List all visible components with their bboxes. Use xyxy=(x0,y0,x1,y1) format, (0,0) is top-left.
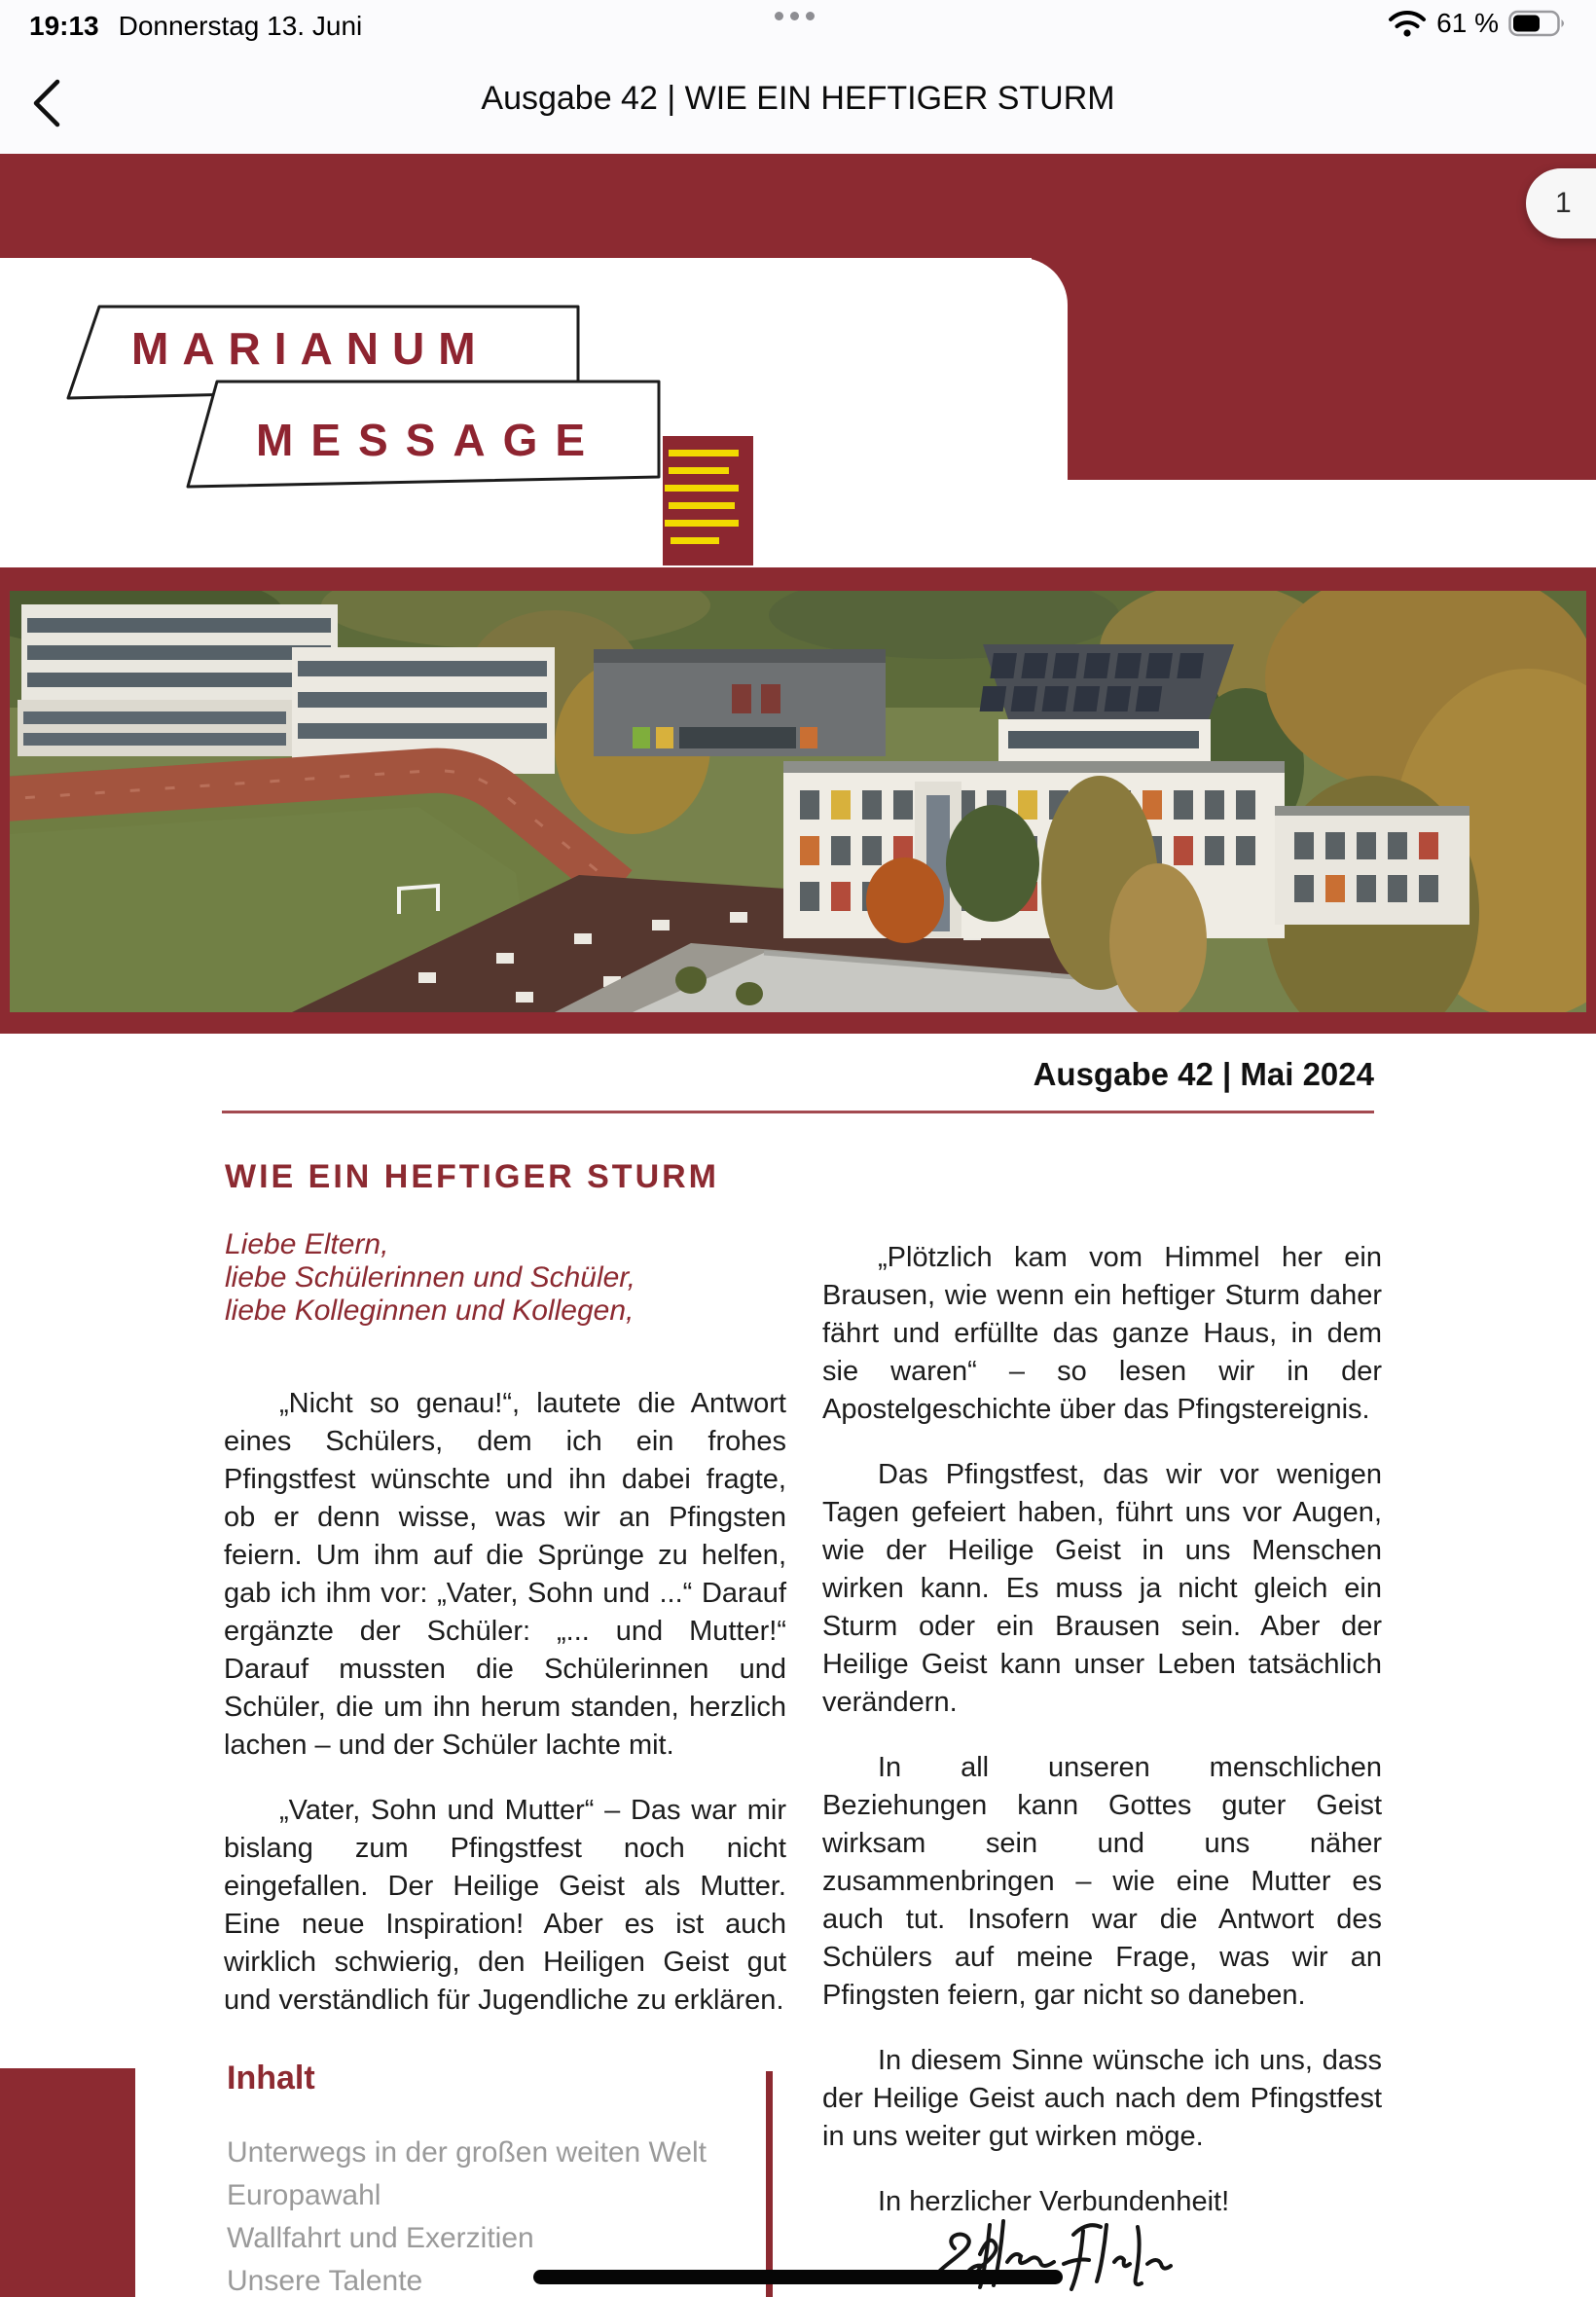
building-gym xyxy=(594,649,886,756)
greeting-block xyxy=(225,1228,635,1328)
app-switcher-dots-icon[interactable] xyxy=(775,12,815,20)
toc-decoration-block xyxy=(0,2068,135,2297)
issue-date-line: Ausgabe 42 | Mai 2024 xyxy=(1033,1056,1374,1092)
greeting-line: liebe Schülerinnen und Schüler, xyxy=(225,1261,635,1294)
toc-item: Unterwegs in der großen weiten Welt xyxy=(227,2136,707,2169)
paragraph: In diesem Sinne wünsche ich uns, dass der Heilige Geist auch nach dem Pfingstfest in uns weiter gut wirken möge. xyxy=(822,2045,1382,2152)
paragraph: In all unseren menschlichen Beziehungen kann Gottes guter Geist wirksam sein und uns näher zusammenbringen – wie eine Mutter es auch tut. Insofern war die Antwort des Schülers auf meine Frage, was wir an Pfingsten feiern, gar nicht so daneben. xyxy=(822,1752,1382,2011)
battery-icon xyxy=(1508,9,1569,38)
closing-line: In herzlicher Verbundenheit! xyxy=(878,2186,1230,2217)
horizontal-rule xyxy=(222,1111,1374,1113)
campus-aerial-photo xyxy=(10,591,1586,1012)
orange-tree xyxy=(866,857,944,943)
toc-vertical-rule xyxy=(766,2071,773,2297)
logo-word-message: MESSAGE xyxy=(256,415,603,465)
photo-frame xyxy=(0,567,1596,1034)
page-number-badge[interactable]: 1 xyxy=(1526,168,1596,238)
logo-word-marianum: MARIANUM xyxy=(131,323,490,374)
pdf-page xyxy=(0,154,1596,2297)
status-right xyxy=(1388,8,1569,39)
status-bar xyxy=(0,0,1596,53)
nav-bar xyxy=(0,53,1596,154)
toc-item: Europawahl xyxy=(227,2179,381,2211)
greeting-line: liebe Kolleginnen und Kollegen, xyxy=(225,1294,635,1327)
greeting-line: Liebe Eltern, xyxy=(225,1228,389,1260)
document-title: Ausgabe 42 | WIE EIN HEFTIGER STURM xyxy=(481,80,1115,117)
battery-percent-label: 61 % xyxy=(1436,8,1499,38)
status-left xyxy=(29,11,362,42)
toc-item: Unsere Talente xyxy=(227,2265,423,2297)
newsletter-logo xyxy=(63,302,764,574)
article-column-right xyxy=(822,1239,1382,2248)
toc-title: Inhalt xyxy=(227,2060,315,2096)
toc-item: Wallfahrt und Exerzitien xyxy=(227,2222,534,2254)
paragraph: „Nicht so genau!“, lautete die Antwort eines Schülers, dem ich ein frohes Pfingstfest wünschte und ihn dabei fragte, ob er denn wisse, was wir an Pfingsten feiern. Um ihm auf die Sprünge zu helfen, gab ich ihm vor: „Vater, Sohn und ...“ Darauf ergänzte der Schüler: „... und Mutter!“ Darauf mussten die Schülerinnen und Schüler, die um ihn herum standen, herzlich lachen – und der Schüler lachte mit. xyxy=(224,1388,786,1761)
date-label: Donnerstag 13. Juni xyxy=(118,11,363,41)
masthead-right-block xyxy=(1032,154,1596,480)
clock: 19:13 xyxy=(29,11,99,41)
article-heading: WIE EIN HEFTIGER STURM xyxy=(225,1158,719,1195)
building-topleft xyxy=(18,604,338,756)
home-indicator[interactable] xyxy=(533,2270,1063,2284)
paragraph: „Vater, Sohn und Mutter“ – Das war mir bislang zum Pfingstfest noch nicht eingefallen. Der Heilige Geist als Mutter. Eine neue Inspiration! Aber es ist auch wirklich schwierig, den Heiligen Geist gut und verständlich für Jugendliche zu erklären. xyxy=(224,1795,786,2016)
paragraph: „Plötzlich kam vom Himmel her ein Brausen, wie wenn ein heftiger Sturm daher fährt und erfüllte das ganze Haus, in dem sie waren“ – so lesen wir in der Apostelgeschichte über das Pfingstereignis. xyxy=(822,1242,1382,1425)
paragraph: Das Pfingstfest, das wir vor wenigen Tagen gefeiert haben, führt uns vor Augen, wie der Heilige Geist in uns Menschen wirken kann. Es muss ja nicht gleich ein Sturm oder ein Brausen sein. Aber der Heilige Geist kann unser Leben tatsächlich verändern. xyxy=(822,1459,1382,1718)
wifi-icon xyxy=(1388,8,1427,39)
article-column-left xyxy=(224,1385,786,2047)
